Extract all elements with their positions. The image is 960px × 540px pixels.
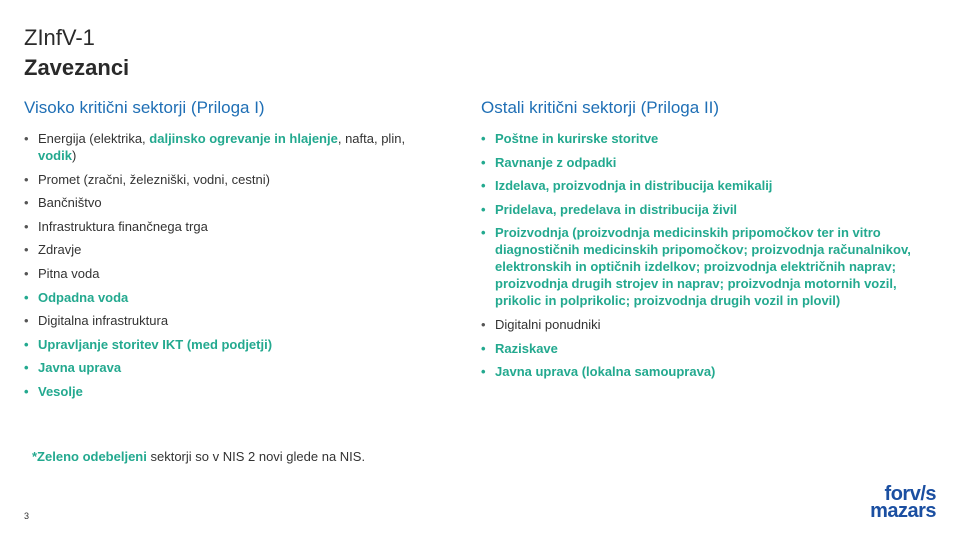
annex-1-heading: Visoko kritični sektorji (Priloga I) [24, 98, 265, 117]
list-item: • Bančništvo [24, 194, 444, 211]
list-item-new: • Proizvodnja (proizvodnja medicinskih pripomočkov ter in vitro diagnostičnih medicinskih pripomočkov; proizvodnja računalnikov, elektronskih in optičnih izdelkov; proizvodnja električnih naprav; proizvodnja drugih strojev in naprav; proizvodnja motornih vozil, prikolic in polprikolic; proizvodnja drugih vozil in plovil) [481, 224, 921, 309]
forvis-mazars-logo [848, 483, 936, 522]
list-item: • Promet (zračni, železniški, vodni, cestni) [24, 171, 444, 188]
list-item-new: • Javna uprava [24, 359, 444, 376]
list-item-new: • Vesolje [24, 383, 444, 400]
list-item-energy: • Energija (elektrika, daljinsko ogrevanje in hlajenje, nafta, plin, vodik) [24, 130, 444, 164]
annex-1-list [24, 130, 444, 400]
slide-code: ZInfV-1 [24, 25, 95, 50]
list-item-new: • Izdelava, proizvodnja in distribucija kemikalij [481, 177, 921, 194]
logo-line-1: forv/s [884, 483, 936, 505]
list-item-new: • Ravnanje z odpadki [481, 154, 921, 171]
list-item-new: • Javna uprava (lokalna samouprava) [481, 363, 921, 380]
list-item-new: • Odpadna voda [24, 289, 444, 306]
list-item: • Zdravje [24, 241, 444, 258]
annex-2-heading: Ostali kritični sektorji (Priloga II) [481, 98, 720, 117]
list-item-new: • Upravljanje storitev IKT (med podjetji) [24, 336, 444, 353]
page-number: 3 [24, 511, 30, 521]
list-item: • Digitalna infrastruktura [24, 312, 444, 329]
list-item: • Pitna voda [24, 265, 444, 282]
list-item-new: • Raziskave [481, 340, 921, 357]
annex-1-column [24, 98, 444, 407]
list-item-new: • Poštne in kurirske storitve [481, 130, 921, 147]
annex-2-list [481, 130, 921, 380]
list-item-new: • Pridelava, predelava in distribucija živil [481, 201, 921, 218]
logo-line-2: mazars [870, 500, 936, 522]
annex-2-column [481, 98, 921, 387]
list-item: • Digitalni ponudniki [481, 316, 921, 333]
footnote: *Zeleno odebeljeni sektorji so v NIS 2 novi glede na NIS. [32, 449, 366, 464]
slide-title: Zavezanci [24, 55, 130, 80]
list-item: • Infrastruktura finančnega trga [24, 218, 444, 235]
